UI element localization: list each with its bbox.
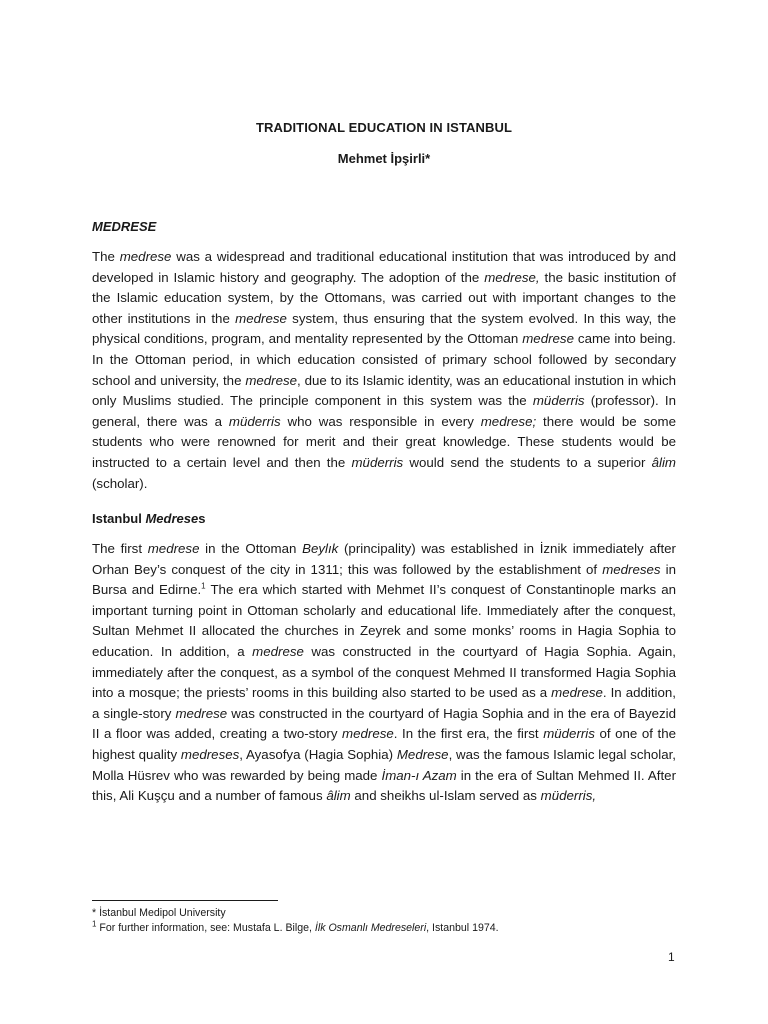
italic-term: medrese <box>119 249 172 264</box>
text-run: (professor). In general, there was a <box>92 393 676 429</box>
section-heading-medrese: MEDRESE <box>92 219 157 234</box>
text-run: in the era of Sultan Mehmed II. After this, Ali Kuşçu and a number of famous <box>92 767 677 804</box>
text-run: The <box>92 249 120 264</box>
author-name: Mehmet İpşirli* <box>337 151 431 166</box>
text-run: . In the first era, the first <box>393 726 544 742</box>
italic-term: medrese <box>522 331 574 347</box>
italic-term: medreses <box>602 561 661 577</box>
text-run: (scholar). <box>92 475 148 491</box>
text-run: , Istanbul 1974. <box>426 922 499 934</box>
footnote-divider <box>92 900 278 901</box>
text-run: . In addition, a single-story <box>92 685 676 721</box>
italic-term: İlk Osmanlı Medreseleri <box>314 922 427 934</box>
italic-term: İman-ı Azam <box>381 767 457 783</box>
text-run: For further information, see: Mustafa L. Bilge, <box>96 922 315 934</box>
italic-term: medrese <box>175 705 228 721</box>
italic-term: medrese <box>235 310 287 326</box>
text-run: came into being. In the Ottoman period, in which education consisted of primary school followed by secondary school and university, the <box>92 331 676 388</box>
footnote-marker: 1 <box>201 581 206 591</box>
text-run: , was the famous Islamic legal scholar, Molla Hüsrev who was rewarded by being made <box>92 746 677 783</box>
paragraph-medrese <box>92 247 676 494</box>
text-run: the basic institution of the Islamic education system, by the Ottomans, was carried out with important changes to the other institutions in the <box>92 269 676 326</box>
italic-term: medrese <box>551 685 603 701</box>
text-run: in the Ottoman <box>199 541 303 556</box>
document-title: TRADITIONAL EDUCATION IN ISTANBUL <box>255 120 513 135</box>
italic-term: medrese, <box>484 269 540 285</box>
italic-term: medrese; <box>480 413 537 429</box>
italic-term: medrese <box>245 372 298 388</box>
page-number: 1 <box>668 950 675 964</box>
text-run: The era which started with Mehmet II’s conquest of Constantinople marks an important turning point in Ottoman scholarly and educational life. Immediately after the conquest, Sultan Mehmet II allocated the churches in Zeyrek and some monks’ rooms in Hagia Sophia to education. In addition, a <box>92 582 676 659</box>
italic-term: müderris <box>228 413 281 429</box>
text-run: s <box>198 511 206 526</box>
text-run: The first <box>92 541 148 556</box>
italic-term: müderris <box>351 454 404 470</box>
text-run: was constructed in the courtyard of Hagia Sophia and in the era of Bayezid II a floor was added, creating a two-story <box>92 705 676 742</box>
italic-term: Medrese <box>396 746 449 762</box>
text-run: who was responsible in every <box>280 413 481 429</box>
text-run: was a widespread and traditional educational institution that was introduced by and developed in Islamic history and geography. The adoption of the <box>92 249 677 285</box>
italic-term: medrese <box>252 643 304 659</box>
text-run: , due to its Islamic identity, was an educational instution in which only Muslims studied. The principle component in this system was the <box>92 372 676 409</box>
section-heading-istanbul-medreses <box>92 511 205 526</box>
text-run: (principality) was established in İznik immediately after Orhan Bey’s conquest of the city in 1311; this was followed by the establishment of <box>92 541 676 577</box>
text-run: and sheikhs ul-Islam served as <box>350 788 541 804</box>
italic-term: müderris, <box>540 788 597 804</box>
text-run: would send the students to a superior <box>403 454 652 470</box>
text-run: there would be some students who were renowned for merit and their great knowledge. These students would be instructed to a certain level and then the <box>92 413 676 470</box>
text-run: of one of the highest quality <box>92 726 676 762</box>
footnote-1 <box>92 919 499 935</box>
italic-term: medreses <box>180 746 240 762</box>
italic-term: medrese <box>342 726 394 742</box>
footnote-marker: 1 <box>92 919 97 929</box>
footnote-affiliation <box>92 907 226 920</box>
text-run: Istanbul <box>92 511 146 526</box>
italic-term: Beylık <box>302 541 339 556</box>
italic-term: medrese <box>147 541 200 556</box>
italic-term: müderris <box>532 393 585 409</box>
text-run: was constructed in the courtyard of Hagia Sophia. Again, immediately after the conquest, as a symbol of the conquest Mehmed II transformed Hagia Sophia into a mosque; the priests’ rooms in this building also started to be used as a <box>92 643 676 701</box>
text-run: * İstanbul Medipol University <box>92 907 226 919</box>
paragraph-istanbul-medreses <box>92 539 676 807</box>
italic-term: âlim <box>651 454 676 470</box>
text-run: , Ayasofya (Hagia Sophia) <box>239 746 397 762</box>
italic-term: âlim <box>326 788 351 804</box>
text-run: in Bursa and Edirne. <box>92 561 676 598</box>
italic-term: Medrese <box>145 511 199 526</box>
italic-term: müderris <box>543 726 595 742</box>
text-run: system, thus ensuring that the system evolved. In this way, the physical conditions, program, and mentality represented by the Ottoman <box>92 310 676 347</box>
